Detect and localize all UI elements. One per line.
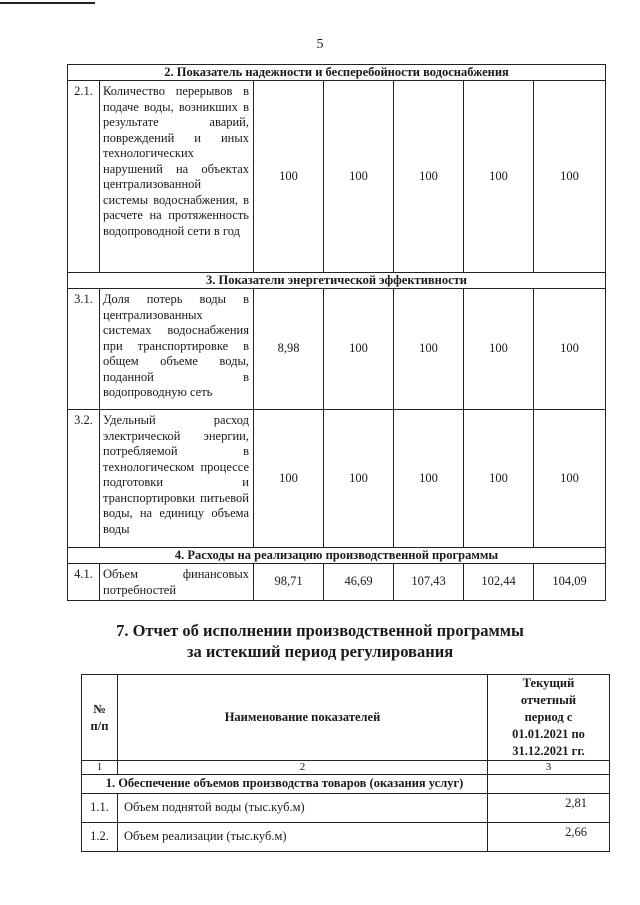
column-index: 1 [82,761,118,775]
row-value: 100 [324,81,394,273]
header-num: № п/п [82,675,118,761]
table-row [68,564,606,601]
row-value: 8,98 [254,289,324,410]
report-title [0,620,640,662]
column-index: 2 [118,761,488,775]
row-name: Объем финансовых потребностей [100,564,254,601]
column-index-row [82,761,610,775]
row-value: 100 [324,410,394,548]
section-empty-cell [488,775,610,794]
row-value: 2,81 [488,794,610,823]
indicators-table [67,64,606,601]
row-value: 2,66 [488,823,610,852]
row-value: 46,69 [324,564,394,601]
row-value: 102,44 [464,564,534,601]
row-number: 1.1. [82,794,118,823]
column-index: 3 [488,761,610,775]
row-value: 100 [394,289,464,410]
table-row [82,794,610,823]
section-title: 3. Показатели энергетической эффективности [68,273,606,289]
report-table [81,674,610,852]
row-number: 3.2. [68,410,100,548]
table-row [68,81,606,273]
section-row [68,273,606,289]
corner-mark [0,2,95,4]
section-title: 2. Показатель надежности и бесперебойности водоснабжения [68,65,606,81]
row-number: 2.1. [68,81,100,273]
row-name: Доля потерь воды в централизованных системах водоснабжения при транспортировке в общем объеме воды, поданной в водопроводную сеть [100,289,254,410]
section-row [68,548,606,564]
row-number: 4.1. [68,564,100,601]
table-row [68,410,606,548]
section-title: 4. Расходы на реализацию производственной программы [68,548,606,564]
row-value: 100 [324,289,394,410]
section-row [82,775,610,794]
row-value: 100 [254,410,324,548]
row-value: 100 [464,410,534,548]
row-name: Объем поднятой воды (тыс.куб.м) [118,794,488,823]
section-title: 1. Обеспечение объемов производства товаров (оказания услуг) [82,775,488,794]
row-value: 107,43 [394,564,464,601]
header-row [82,675,610,761]
row-name: Удельный расход электрической энергии, потребляемой в технологическом процессе подготовки и транспортировки питьевой воды, на единицу объема воды [100,410,254,548]
header-name: Наименование показателей [118,675,488,761]
row-value: 98,71 [254,564,324,601]
page-number: 5 [316,37,324,52]
row-value: 100 [534,289,606,410]
row-value: 100 [394,410,464,548]
row-number: 1.2. [82,823,118,852]
row-name: Количество перерывов в подаче воды, возникших в результате аварий, повреждений и иных технологических нарушений на объектах централизованной системы водоснабжения, в расчете на протяженность водопроводной сети в год [100,81,254,273]
row-value: 104,09 [534,564,606,601]
row-value: 100 [464,289,534,410]
row-value: 100 [254,81,324,273]
table-row [68,289,606,410]
row-value: 100 [534,410,606,548]
header-period: Текущий отчетный период с 01.01.2021 по 31.12.2021 гг. [488,675,610,761]
row-name: Объем реализации (тыс.куб.м) [118,823,488,852]
row-value: 100 [534,81,606,273]
table-row [82,823,610,852]
section-row [68,65,606,81]
report-title-line1: 7. Отчет об исполнении производственной программы [116,621,524,640]
row-value: 100 [394,81,464,273]
row-number: 3.1. [68,289,100,410]
report-title-line2: за истекший период регулирования [186,642,454,661]
row-value: 100 [464,81,534,273]
